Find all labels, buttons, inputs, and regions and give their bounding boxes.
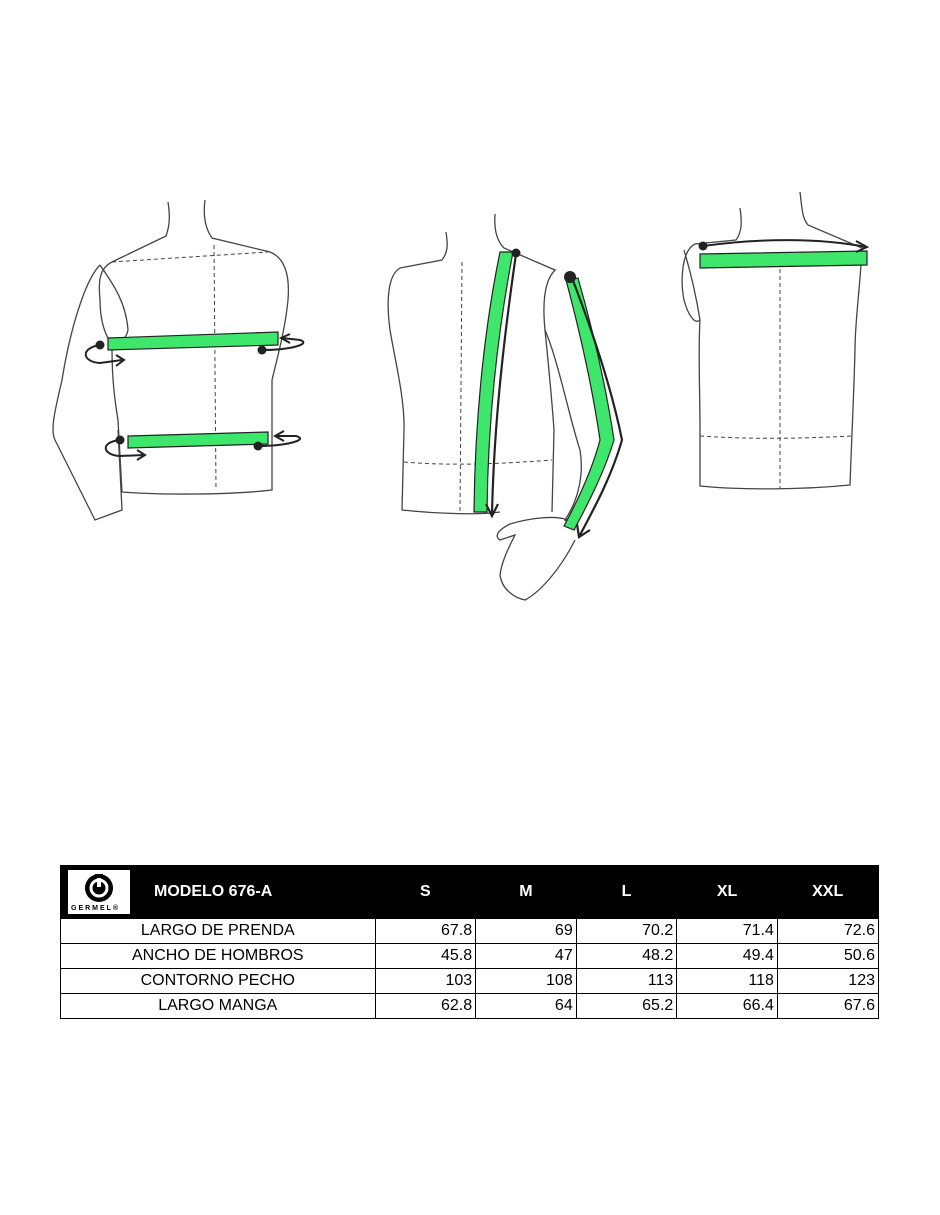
cell-value: 70.2: [576, 919, 677, 944]
cell-value: 67.8: [375, 919, 476, 944]
cell-value: 66.4: [677, 994, 778, 1019]
row-label: LARGO MANGA: [61, 994, 376, 1019]
cell-value: 64: [476, 994, 577, 1019]
table-row: [61, 944, 879, 969]
cell-value: 50.6: [777, 944, 878, 969]
cell-value: 65.2: [576, 994, 677, 1019]
model-header-cell: [61, 866, 376, 919]
table-header-row: [61, 866, 879, 919]
size-header-xxl: XXL: [777, 866, 878, 919]
shoulder-arrow: [703, 240, 867, 252]
cell-value: 108: [476, 969, 577, 994]
figure-shoulder-width: [682, 192, 862, 489]
size-chart-table: [60, 865, 879, 1019]
cell-value: 62.8: [375, 994, 476, 1019]
cell-value: 123: [777, 969, 878, 994]
row-label: LARGO DE PRENDA: [61, 919, 376, 944]
table-row: [61, 919, 879, 944]
table-row: [61, 994, 879, 1019]
model-title: MODELO 676-A: [154, 883, 273, 900]
size-header-xl: XL: [677, 866, 778, 919]
cell-value: 113: [576, 969, 677, 994]
cell-value: 67.6: [777, 994, 878, 1019]
cell-value: 72.6: [777, 919, 878, 944]
cell-value: 49.4: [677, 944, 778, 969]
size-header-s: S: [375, 866, 476, 919]
waist-band: [128, 432, 268, 448]
cell-value: 45.8: [375, 944, 476, 969]
row-label: CONTORNO PECHO: [61, 969, 376, 994]
cell-value: 71.4: [677, 919, 778, 944]
shoulder-band: [700, 251, 867, 268]
sleeve-band: [564, 278, 614, 530]
brand-logo: [68, 870, 130, 914]
chest-band: [108, 332, 278, 350]
cell-value: 48.2: [576, 944, 677, 969]
size-header-l: L: [576, 866, 677, 919]
cell-value: 69: [476, 919, 577, 944]
brand-logo-text: GERMEL®: [71, 905, 121, 912]
size-header-m: M: [476, 866, 577, 919]
cell-value: 103: [375, 969, 476, 994]
table-row: [61, 969, 879, 994]
cell-value: 118: [677, 969, 778, 994]
cell-value: 47: [476, 944, 577, 969]
row-label: ANCHO DE HOMBROS: [61, 944, 376, 969]
